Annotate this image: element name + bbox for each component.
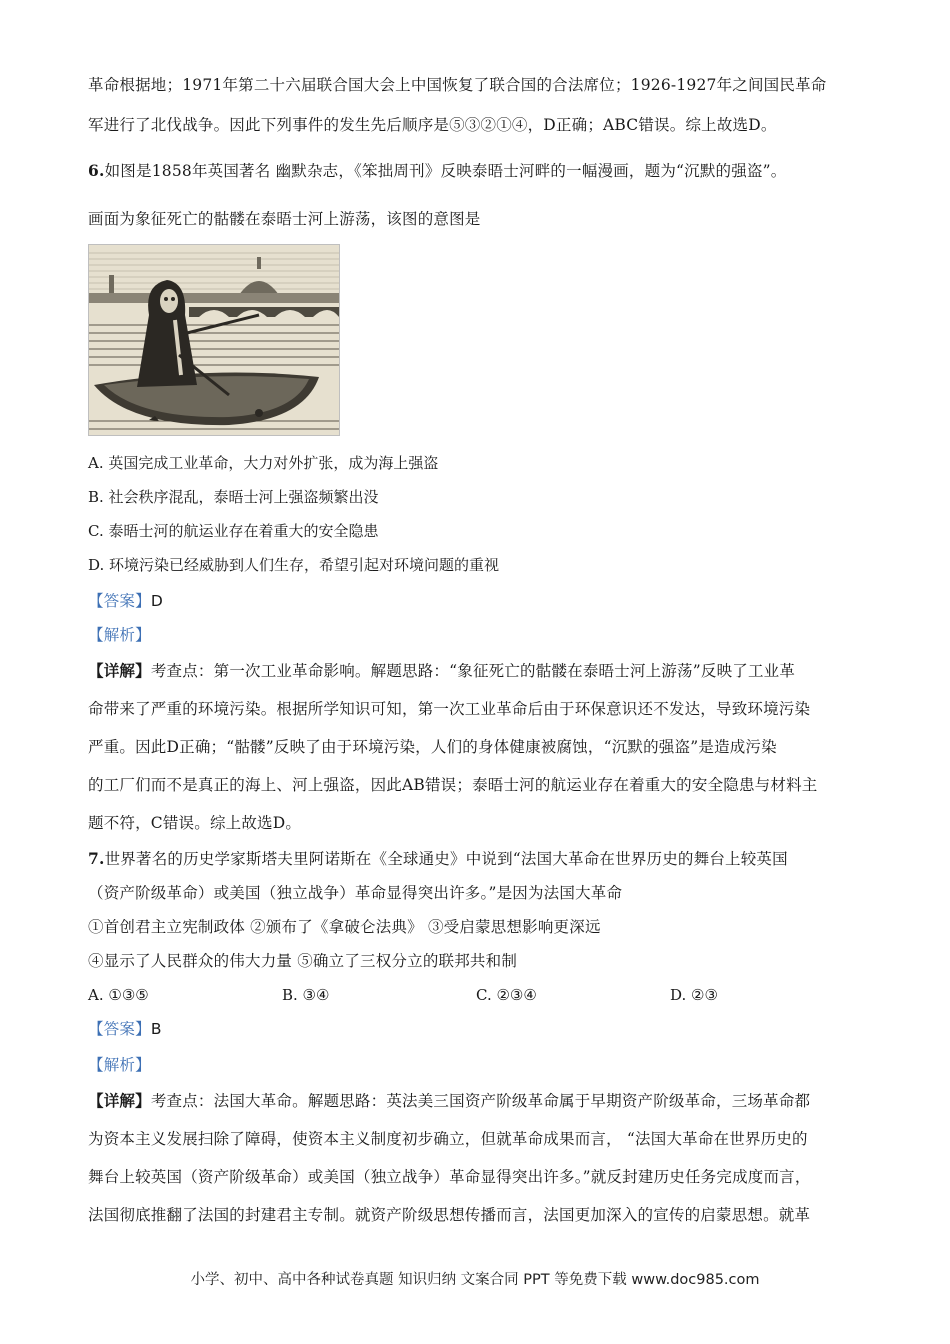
detail-line: 命带来了严重的环境污染。根据所学知识可知，第一次工业革命后由于环保意识还不发达，导致环境污染 <box>88 700 811 718</box>
cartoon-image <box>88 244 340 436</box>
answer-line <box>88 1018 162 1040</box>
detail-text: 考查点：法国大革命。解题思路：英法美三国资产阶级革命属于早期资产阶级革命，三场革命都 <box>150 1092 811 1110</box>
answer-tag: 【答案】 <box>88 592 151 610</box>
option-d[interactable]: D. 环境污染已经威胁到人们生存，希望引起对环境问题的重视 <box>88 556 500 574</box>
question-number: 6. <box>88 161 105 180</box>
question-text: 世界著名的历史学家斯塔夫里阿诺斯在《全球通史》中说到“法国大革命在世界历史的舞台上较英国 <box>104 850 788 868</box>
statement-items: ①首创君主立宪制政体 ②颁布了《拿破仑法典》 ③受启蒙思想影响更深远 <box>88 918 601 936</box>
detail-tag: 【详解】 <box>88 1091 151 1110</box>
analysis-tag <box>88 624 151 646</box>
question-7-stem <box>88 848 788 870</box>
page-footer: 小学、初中、高中各种试卷真题 知识归纳 文案合同 PPT 等免费下载 www.doc985.com <box>190 1272 760 1288</box>
answer-line <box>88 590 163 612</box>
answer-tag: 【答案】 <box>88 1020 151 1038</box>
detail-text: 考查点：第一次工业革命影响。解题思路：“象征死亡的骷髅在泰晤士河上游荡”反映了工业革 <box>150 662 796 680</box>
option-b[interactable]: B. ③④ <box>282 986 330 1004</box>
option-b[interactable]: B. 社会秩序混乱，泰晤士河上强盗频繁出没 <box>88 488 379 506</box>
option-d[interactable]: D. ②③ <box>670 986 718 1004</box>
statement-items: ④显示了人民群众的伟大力量 ⑤确立了三权分立的联邦共和制 <box>88 952 518 970</box>
question-text: 如图是1858年英国著名 幽默杂志，《笨拙周刊》反映泰晤士河畔的一幅漫画，题为“沉默的强盗”。 <box>104 162 787 180</box>
question-7-stem-cont: （资产阶级革命）或美国（独立战争）革命显得突出许多。”是因为法国大革命 <box>88 884 623 902</box>
detail-line: 为资本主义发展扫除了障碍，使资本主义制度初步确立，但就革命成果而言， “法国大革命在世界历史的 <box>88 1130 808 1148</box>
answer-value: D <box>150 592 163 610</box>
analysis-tag <box>88 1054 151 1076</box>
option-a[interactable]: A. ①③⑤ <box>88 986 149 1004</box>
paragraph-line: 革命根据地；1971年第二十六届联合国大会上中国恢复了联合国的合法席位；1926-1927年之间国民革命 <box>88 76 827 94</box>
question-number: 7. <box>88 849 105 868</box>
option-c[interactable]: C. 泰晤士河的航运业存在着重大的安全隐患 <box>88 522 379 540</box>
detail-line: 法国彻底推翻了法国的封建君主专制。就资产阶级思想传播而言，法国更加深入的宣传的启蒙思想。就革 <box>88 1206 811 1224</box>
detail-line: 严重。因此D正确；“骷髅”反映了由于环境污染，人们的身体健康被腐蚀，“沉默的强盗”是造成污染 <box>88 738 777 756</box>
analysis-label: 【解析】 <box>88 626 151 644</box>
detail-line: 的工厂们而不是真正的海上、河上强盗，因此AB错误；泰晤士河的航运业存在着重大的安全隐患与材料主 <box>88 776 818 794</box>
detail-line <box>88 1090 810 1112</box>
analysis-label: 【解析】 <box>88 1056 151 1074</box>
paragraph-line: 军进行了北伐战争。因此下列事件的发生先后顺序是⑤③②①④，D正确；ABC错误。综上故选D。 <box>88 116 777 134</box>
question-6-stem-cont: 画面为象征死亡的骷髅在泰晤士河上游荡，该图的意图是 <box>88 210 481 228</box>
question-6-stem <box>88 160 786 182</box>
option-c[interactable]: C. ②③④ <box>476 986 537 1004</box>
answer-value: B <box>150 1020 162 1038</box>
detail-line: 舞台上较英国（资产阶级革命）或美国（独立战争）革命显得突出许多。”就反封建历史任务完成度而言， <box>88 1168 811 1186</box>
detail-line <box>88 660 795 682</box>
detail-tag: 【详解】 <box>88 661 151 680</box>
option-a[interactable]: A. 英国完成工业革命，大力对外扩张，成为海上强盗 <box>88 454 439 472</box>
detail-line: 题不符，C错误。综上故选D。 <box>88 814 302 832</box>
